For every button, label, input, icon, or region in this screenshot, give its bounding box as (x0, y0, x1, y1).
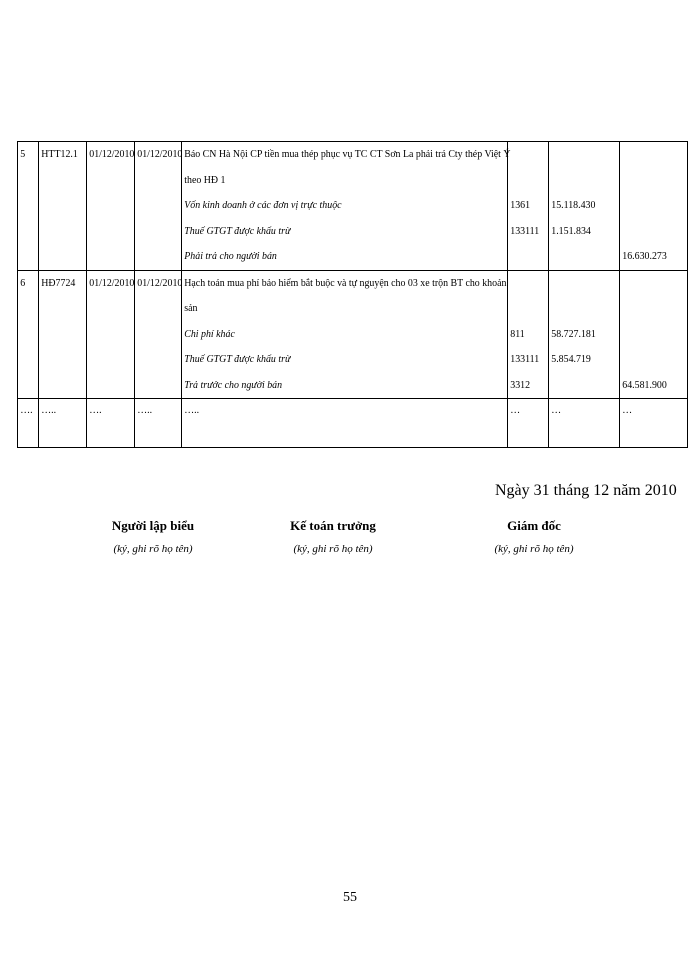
entry-number: 5 (18, 142, 37, 168)
page-number: 55 (343, 890, 357, 905)
account-code: 1361 (508, 193, 545, 219)
line-description: Phải trả cho người bán (182, 244, 475, 270)
credit-amount (620, 347, 681, 373)
voucher-date: 01/12/2010 (87, 142, 130, 168)
credit-amount: 64.581.900 (620, 373, 681, 399)
credit-amount: 16.630.273 (620, 244, 681, 270)
credit-amount (620, 322, 681, 348)
voucher-date: 01/12/2010 (87, 270, 130, 296)
table-row (18, 142, 688, 168)
signature-director (449, 518, 619, 555)
signature-note: (ký, ghi rõ họ tên) (494, 543, 574, 555)
table-row (18, 322, 688, 348)
report-date: Ngày 31 tháng 12 năm 2010 (495, 482, 677, 499)
ellipsis-cell: … (549, 399, 613, 448)
signature-role: Kế toán trưởng (290, 518, 376, 533)
debit-amount (549, 244, 613, 270)
posting-date: 01/12/2010 (135, 142, 177, 168)
ellipsis-cell: ….. (182, 399, 475, 448)
debit-amount: 1.151.834 (549, 219, 613, 245)
ellipsis-cell: ….. (39, 399, 82, 448)
line-description: Trả trước cho người bán (182, 373, 475, 399)
table-row (18, 244, 688, 270)
signature-note: (ký, ghi rõ họ tên) (113, 543, 193, 555)
debit-amount: 15.118.430 (549, 193, 613, 219)
account-code: 811 (508, 322, 545, 348)
signature-note: (ký, ghi rõ họ tên) (293, 543, 373, 555)
ellipsis-cell: …. (18, 399, 37, 448)
entry-description: Báo CN Hà Nội CP tiền mua thép phục vụ TC CT Sơn La phải trả Cty thép Việt Ý (182, 142, 475, 168)
account-code: 133111 (508, 347, 545, 373)
account-code: 3312 (508, 373, 545, 399)
journal-table (17, 141, 688, 448)
line-description: Chi phí khác (182, 322, 475, 348)
credit-amount (620, 193, 681, 219)
line-description: Vốn kinh doanh ở các đơn vị trực thuộc (182, 193, 475, 219)
signature-preparer (68, 518, 238, 555)
table-row (18, 193, 688, 219)
ellipsis-cell: … (508, 399, 545, 448)
line-description: Thuế GTGT được khấu trừ (182, 347, 475, 373)
voucher-number: HTT12.1 (39, 142, 82, 168)
posting-date: 01/12/2010 (135, 270, 177, 296)
account-code: 133111 (508, 219, 545, 245)
entry-description-cont: sản (182, 296, 475, 322)
ellipsis-row (18, 399, 688, 448)
entry-description: Hạch toán mua phí bảo hiểm bắt buộc và tự nguyện cho 03 xe trộn BT cho khoản (182, 270, 475, 296)
entry-number: 6 (18, 270, 37, 296)
table-row (18, 296, 688, 322)
entry-description-cont: theo HĐ 1 (182, 168, 475, 194)
signature-role: Giám đốc (507, 518, 561, 533)
debit-amount: 5.854.719 (549, 347, 613, 373)
ellipsis-cell: … (620, 399, 681, 448)
debit-amount: 58.727.181 (549, 322, 613, 348)
table-row (18, 347, 688, 373)
debit-amount (549, 373, 613, 399)
ellipsis-cell: ….. (135, 399, 177, 448)
signature-role: Người lập biểu (111, 518, 195, 533)
table-row (18, 219, 688, 245)
account-code (508, 244, 545, 270)
line-description: Thuế GTGT được khấu trừ (182, 219, 475, 245)
table-row (18, 168, 688, 194)
voucher-number: HĐ7724 (39, 270, 82, 296)
signature-chief-accountant (248, 518, 418, 555)
ellipsis-cell: …. (87, 399, 130, 448)
credit-amount (620, 219, 681, 245)
table-row (18, 270, 688, 296)
table-row (18, 373, 688, 399)
